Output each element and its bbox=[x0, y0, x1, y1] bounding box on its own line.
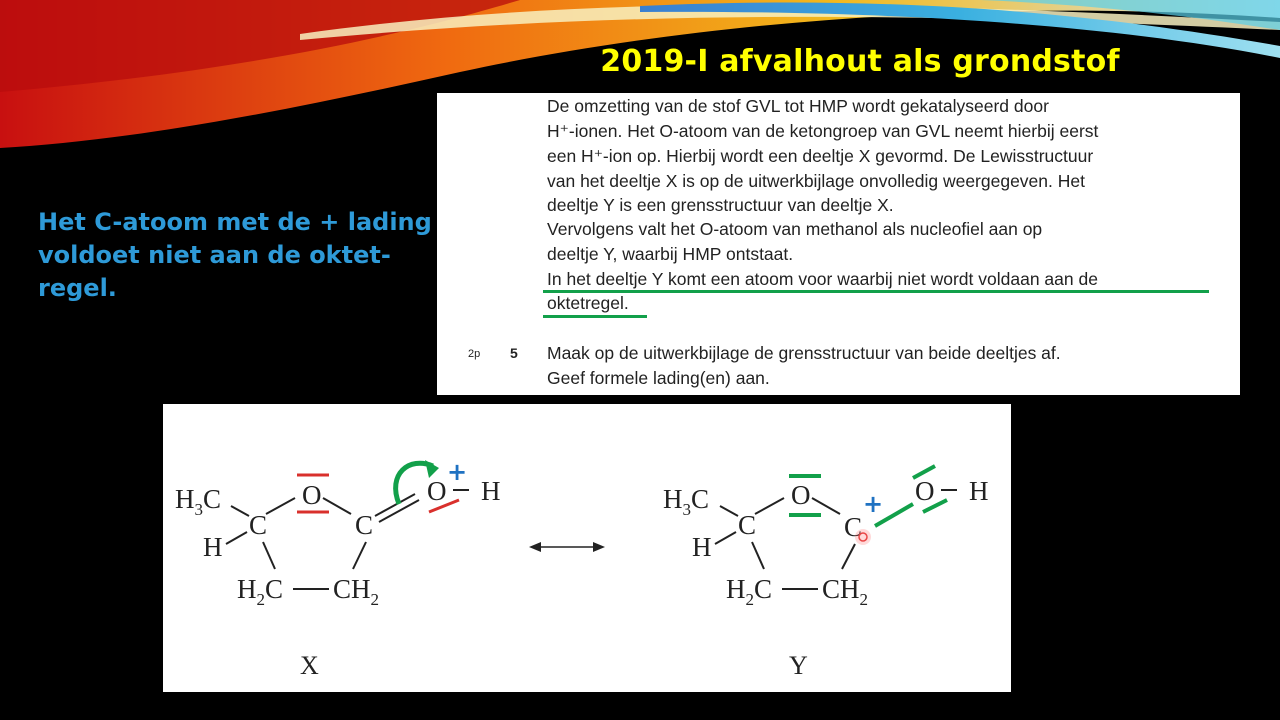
atom-ch2: $CH_2$ bbox=[822, 574, 869, 609]
question-line: De omzetting van de stof GVL tot HMP wordt gekatalyseerd door bbox=[547, 96, 1049, 116]
green-underline bbox=[543, 290, 1209, 293]
question-line-highlighted: In het deeltje Y komt een atoom voor waarbij niet wordt voldaan aan de bbox=[547, 269, 1098, 289]
question-line: H⁺-ionen. Het O-atoom van de ketongroep van GVL neemt hierbij eerst bbox=[547, 121, 1099, 141]
resonance-arrow bbox=[529, 542, 605, 552]
exam-question-box bbox=[437, 93, 1240, 395]
atom-c-ring: C bbox=[738, 510, 757, 540]
atom-o-ring: O bbox=[791, 480, 811, 510]
atom-h3c: $H_3C$ bbox=[175, 484, 222, 519]
atom-h: H bbox=[203, 532, 223, 562]
green-underline bbox=[543, 315, 647, 318]
atom-o-ring: O bbox=[302, 480, 322, 510]
task-line: Maak op de uitwerkbijlage de grensstructuur van beide deeltjes af. bbox=[547, 343, 1061, 363]
question-line: deeltje Y is een grensstructuur van deeltje X. bbox=[547, 195, 894, 215]
side-note-line: regel. bbox=[38, 274, 117, 302]
atom-c-ring: C bbox=[249, 510, 268, 540]
side-note bbox=[38, 206, 438, 305]
lewis-structures-drawing bbox=[163, 404, 1011, 692]
plus-charge-x: + bbox=[447, 458, 468, 486]
atom-o-carbonyl: O bbox=[427, 476, 447, 506]
label-x: X bbox=[300, 651, 319, 680]
side-note-line: voldoet niet aan de oktet- bbox=[38, 241, 391, 269]
question-line: Vervolgens valt het O-atoom van methanol als nucleofiel aan op bbox=[547, 219, 1043, 239]
atom-c-carbonyl: C bbox=[355, 510, 374, 540]
atom-h: H bbox=[692, 532, 712, 562]
question-line: deeltje Y, waarbij HMP ontstaat. bbox=[547, 244, 794, 264]
task-line: Geef formele lading(en) aan. bbox=[547, 368, 770, 388]
question-line: een H⁺-ion op. Hierbij wordt een deeltje X gevormd. De Lewisstructuur bbox=[547, 146, 1094, 166]
points-label: 2p bbox=[468, 348, 481, 360]
atom-h3c: $H_3C$ bbox=[663, 484, 710, 519]
side-note-line: Het C-atoom met de + lading bbox=[38, 208, 432, 236]
atom-h2c: $H_2C$ bbox=[726, 574, 773, 609]
pointer-halo bbox=[855, 529, 871, 545]
slide-title: 2019-I afvalhout als grondstof bbox=[600, 44, 1120, 79]
structure-x bbox=[175, 458, 501, 680]
label-y: Y bbox=[789, 651, 808, 680]
atom-o-hydroxyl: O bbox=[915, 476, 935, 506]
question-number: 5 bbox=[510, 345, 518, 361]
lewis-structures-box bbox=[163, 404, 1011, 692]
atom-ch2: $CH_2$ bbox=[333, 574, 380, 609]
question-line: van het deeltje X is op de uitwerkbijlage onvolledig weergegeven. Het bbox=[547, 171, 1085, 191]
structure-y bbox=[663, 466, 989, 680]
atom-c-cation: C bbox=[844, 512, 863, 542]
atom-hydroxyl-h: H bbox=[481, 476, 501, 506]
plus-charge-y: + bbox=[863, 490, 884, 518]
question-line-highlighted: oktetregel. bbox=[547, 293, 629, 313]
atom-h2c: $H_2C$ bbox=[237, 574, 284, 609]
atom-hydroxyl-h: H bbox=[969, 476, 989, 506]
